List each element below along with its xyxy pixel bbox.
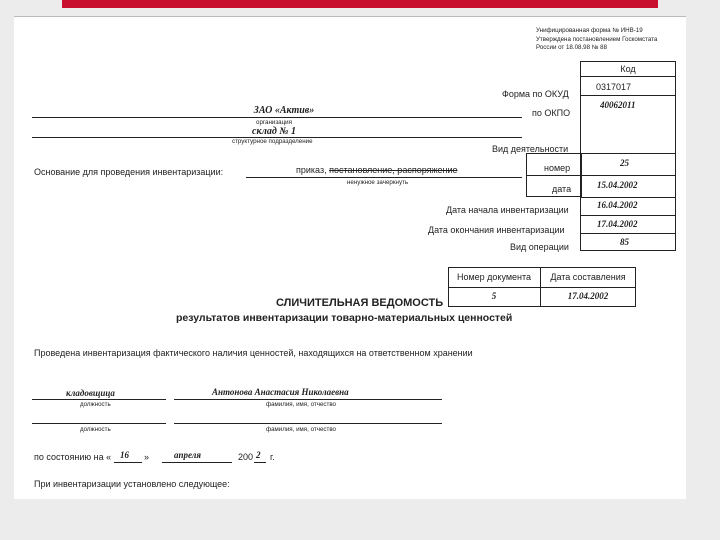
divider — [448, 287, 636, 288]
okpo-value: 40062011 — [600, 100, 636, 110]
held-text: Проведена инвентаризация фактического наличия ценностей, находящихся на ответственном хранении — [34, 348, 473, 358]
basis-options — [296, 165, 458, 175]
person2-line — [174, 423, 442, 424]
code-header: Код — [620, 64, 636, 74]
position2-line — [32, 423, 166, 424]
doc-date-header: Дата составления — [550, 272, 626, 282]
form-header-line: Унифицированная форма № ИНВ-19 — [536, 27, 643, 34]
year-prefix: 200 — [238, 452, 254, 462]
basis-options-struck: постановление, распоряжение — [329, 165, 458, 175]
end-date-label: Дата окончания инвентаризации — [428, 225, 565, 235]
start-date-label: Дата начала инвентаризации — [446, 205, 569, 215]
person-line — [174, 399, 442, 400]
as-of-month: апреля — [174, 450, 202, 460]
divider — [580, 233, 676, 234]
year-suffix: г. — [270, 452, 275, 462]
person2-caption: фамилия, имя, отчество — [266, 426, 336, 433]
month-line — [162, 462, 232, 463]
order-number-label: номер — [544, 163, 571, 173]
organization-caption: организация — [256, 119, 292, 126]
document-title: СЛИЧИТЕЛЬНАЯ ВЕДОМОСТЬ — [276, 297, 444, 309]
okud-value: 0317017 — [596, 82, 632, 92]
basis-option-order: приказ, — [296, 165, 327, 175]
document-page — [14, 16, 686, 499]
position-caption: должность — [80, 401, 111, 408]
start-date-value: 16.04.2002 — [597, 200, 638, 210]
end-date-value: 17.04.2002 — [597, 219, 638, 229]
basis-label: Основание для проведения инвентаризации: — [34, 167, 224, 177]
organization-line — [32, 117, 522, 118]
responsible-person: Антонова Анастасия Николаевна — [212, 387, 349, 397]
doc-date-value: 17.04.2002 — [567, 291, 609, 301]
activity-label: Вид деятельности — [492, 144, 569, 154]
unit-name: склад № 1 — [252, 126, 296, 137]
order-number-value: 25 — [620, 158, 629, 168]
found-text: При инвентаризации установлено следующее: — [34, 479, 230, 489]
divider — [580, 153, 676, 154]
divider — [580, 76, 676, 77]
basis-line — [246, 177, 522, 178]
organization-name: ЗАО «Актив» — [253, 105, 315, 116]
form-header-line: Утверждена постановлением Госкомстата — [536, 35, 658, 43]
unit-caption: структурное подразделение — [232, 138, 313, 145]
divider — [526, 175, 582, 176]
divider — [580, 175, 676, 176]
order-date-label: дата — [552, 184, 572, 194]
divider — [580, 95, 676, 96]
order-date-value: 15.04.2002 — [597, 180, 638, 190]
slide-accent-bar — [62, 0, 658, 8]
operation-value: 85 — [620, 237, 629, 247]
position2-caption: должность — [80, 426, 111, 433]
as-of-day: 16 — [120, 450, 129, 460]
okud-label: Форма по ОКУД — [502, 89, 569, 99]
year-line — [254, 462, 266, 463]
doc-number-value: 5 — [491, 291, 497, 301]
as-of-label: по состоянию на « — [34, 452, 112, 462]
year-digit: 2 — [256, 450, 261, 460]
divider — [580, 215, 676, 216]
responsible-position: кладовщица — [66, 388, 115, 398]
position-line — [32, 399, 166, 400]
document-subtitle: результатов инвентаризации товарно-материальных ценностей — [176, 312, 513, 324]
person-caption: фамилия, имя, отчество — [266, 401, 336, 408]
quote-close: » — [144, 452, 150, 462]
okpo-label: по ОКПО — [532, 108, 571, 118]
basis-caption: ненужное зачеркнуть — [347, 179, 409, 186]
form-header-note — [536, 27, 657, 53]
form-header-line: России от 18.08.98 № 88 — [536, 44, 608, 52]
divider — [580, 197, 676, 198]
doc-number-header: Номер документа — [456, 272, 532, 282]
operation-label: Вид операции — [510, 242, 569, 252]
day-line — [114, 462, 142, 463]
